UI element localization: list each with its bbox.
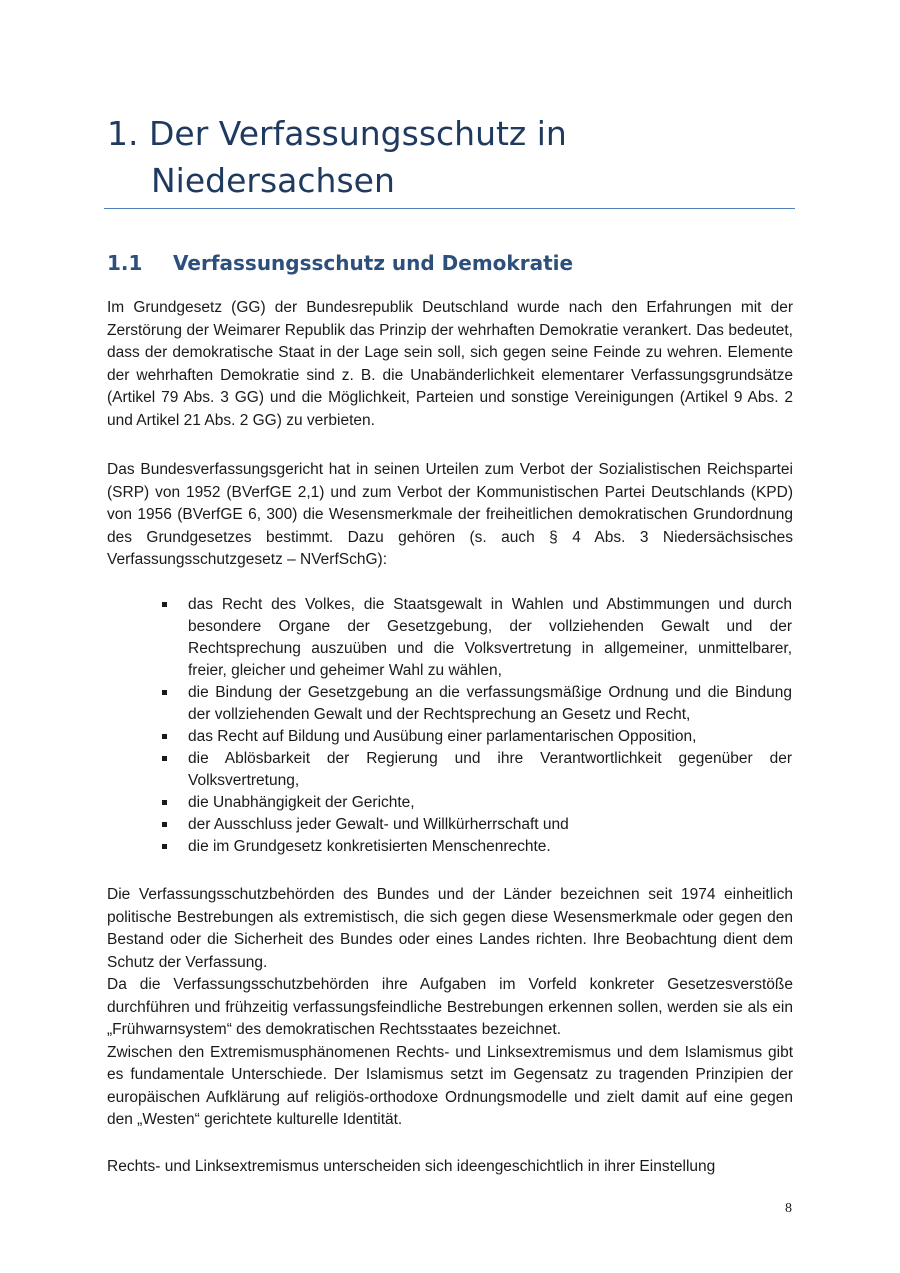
paragraph-6 bbox=[107, 1156, 793, 1179]
list-item bbox=[160, 792, 792, 814]
square-bullet-icon bbox=[162, 800, 167, 805]
page-number: 8 bbox=[785, 1201, 792, 1216]
section-heading bbox=[107, 249, 573, 277]
paragraph-4: Da die Verfassungsschutzbehörden ihre Aufgaben im Vorfeld konkreter Gesetzesverstöße durchführen und frühzeitig verfassungsfeindliche Bestrebungen erkennen sollen, werden sie als ein „Frühwarnsystem“ des demokratischen Rechtsstaates bezeichnet. bbox=[107, 976, 793, 1038]
list-item bbox=[160, 748, 792, 792]
list-item bbox=[160, 726, 792, 748]
list-item-text: die im Grundgesetz konkretisierten Menschenrechte. bbox=[188, 838, 551, 855]
square-bullet-icon bbox=[162, 602, 167, 607]
chapter-title bbox=[107, 110, 797, 204]
section-title: Verfassungsschutz und Demokratie bbox=[173, 251, 574, 275]
square-bullet-icon bbox=[162, 844, 167, 849]
paragraph-5: Zwischen den Extremismusphänomenen Rechts- und Linksextremismus und dem Islamismus gibt es fundamentale Unterschiede. Der Islamismus setzt im Gegensatz zu tragenden Prinzipien der europäischen Aufklärung auf religiös-orthodoxe Ordnungsmodelle und zielt damit auf eine gegen den „Westen“ gerichtete kulturelle Identität. bbox=[107, 1043, 793, 1128]
list-item-text: die Ablösbarkeit der Regierung und ihre Verantwortlichkeit gegenüber der Volksvertretung, bbox=[188, 750, 792, 789]
principles-list bbox=[160, 594, 792, 858]
square-bullet-icon bbox=[162, 756, 167, 761]
list-item bbox=[160, 682, 792, 726]
list-item bbox=[160, 594, 792, 682]
paragraph-text: Das Bundesverfassungsgericht hat in seinen Urteilen zum Verbot der Sozialistischen Reichspartei (SRP) von 1952 (BVerfGE 2,1) und zum Verbot der Kommunistischen Partei Deutschlands (KPD) von 1956 (BVerfGE 6, 300) die Wesensmerkmale der freiheitlichen demokratischen Grundordnung des Grundgesetzes bestimmt. Dazu gehören (s. auch § 4 Abs. 3 Niedersächsisches Verfassungsschutzgesetz – NVerfSchG): bbox=[107, 461, 793, 568]
list-item-text: die Unabhängigkeit der Gerichte, bbox=[188, 794, 415, 811]
list-item bbox=[160, 836, 792, 858]
list-item-text: der Ausschluss jeder Gewalt- und Willkürherrschaft und bbox=[188, 816, 569, 833]
square-bullet-icon bbox=[162, 690, 167, 695]
chapter-title-line-2: Niedersachsen bbox=[151, 161, 395, 200]
section-number: 1.1 bbox=[107, 251, 143, 275]
paragraph-group bbox=[107, 884, 793, 1132]
list-item bbox=[160, 814, 792, 836]
paragraph-1 bbox=[107, 297, 793, 432]
chapter-title-line-1: 1. Der Verfassungsschutz in bbox=[107, 114, 567, 153]
list-item-text: die Bindung der Gesetzgebung an die verfassungsmäßige Ordnung und die Bindung der vollziehenden Gewalt und der Rechtsprechung an Gesetz und Recht, bbox=[188, 684, 792, 723]
list-item-text: das Recht des Volkes, die Staatsgewalt in Wahlen und Abstimmungen und durch besondere Organe der Gesetzgebung, der vollziehenden Gewalt und der Rechtsprechung auszuüben und die Volksvertretung in allgemeiner, unmittelbarer, freier, gleicher und geheimer Wahl zu wählen, bbox=[188, 596, 792, 679]
square-bullet-icon bbox=[162, 734, 167, 739]
list-item-text: das Recht auf Bildung und Ausübung einer parlamentarischen Opposition, bbox=[188, 728, 697, 745]
paragraph-text: Im Grundgesetz (GG) der Bundesrepublik Deutschland wurde nach den Erfahrungen mit der Zerstörung der Weimarer Republik das Prinzip der wehrhaften Demokratie verankert. Das bedeutet, dass der demokratische Staat in der Lage sein soll, sich gegen seine Feinde zu wehren. Elemente der wehrhaften Demokratie sind z. B. die Unabänderlichkeit elementarer Verfassungsgrundsätze (Artikel 79 Abs. 3 GG) und die Möglichkeit, Parteien und sonstige Vereinigungen (Artikel 9 Abs. 2 und Artikel 21 Abs. 2 GG) zu verbieten. bbox=[107, 299, 793, 429]
title-divider bbox=[104, 208, 795, 209]
paragraph-text: Rechts- und Linksextremismus unterscheiden sich ideengeschichtlich in ihrer Einstellung bbox=[107, 1158, 716, 1175]
square-bullet-icon bbox=[162, 822, 167, 827]
paragraph-3: Die Verfassungsschutzbehörden des Bundes und der Länder bezeichnen seit 1974 einheitlich politische Bestrebungen als extremistisch, die sich gegen diese Wesensmerkmale oder gegen den Bestand oder die Sicherheit des Bundes oder eines Landes richten. Ihre Beobachtung dient dem Schutz der Verfassung. bbox=[107, 886, 793, 971]
paragraph-2 bbox=[107, 459, 793, 572]
